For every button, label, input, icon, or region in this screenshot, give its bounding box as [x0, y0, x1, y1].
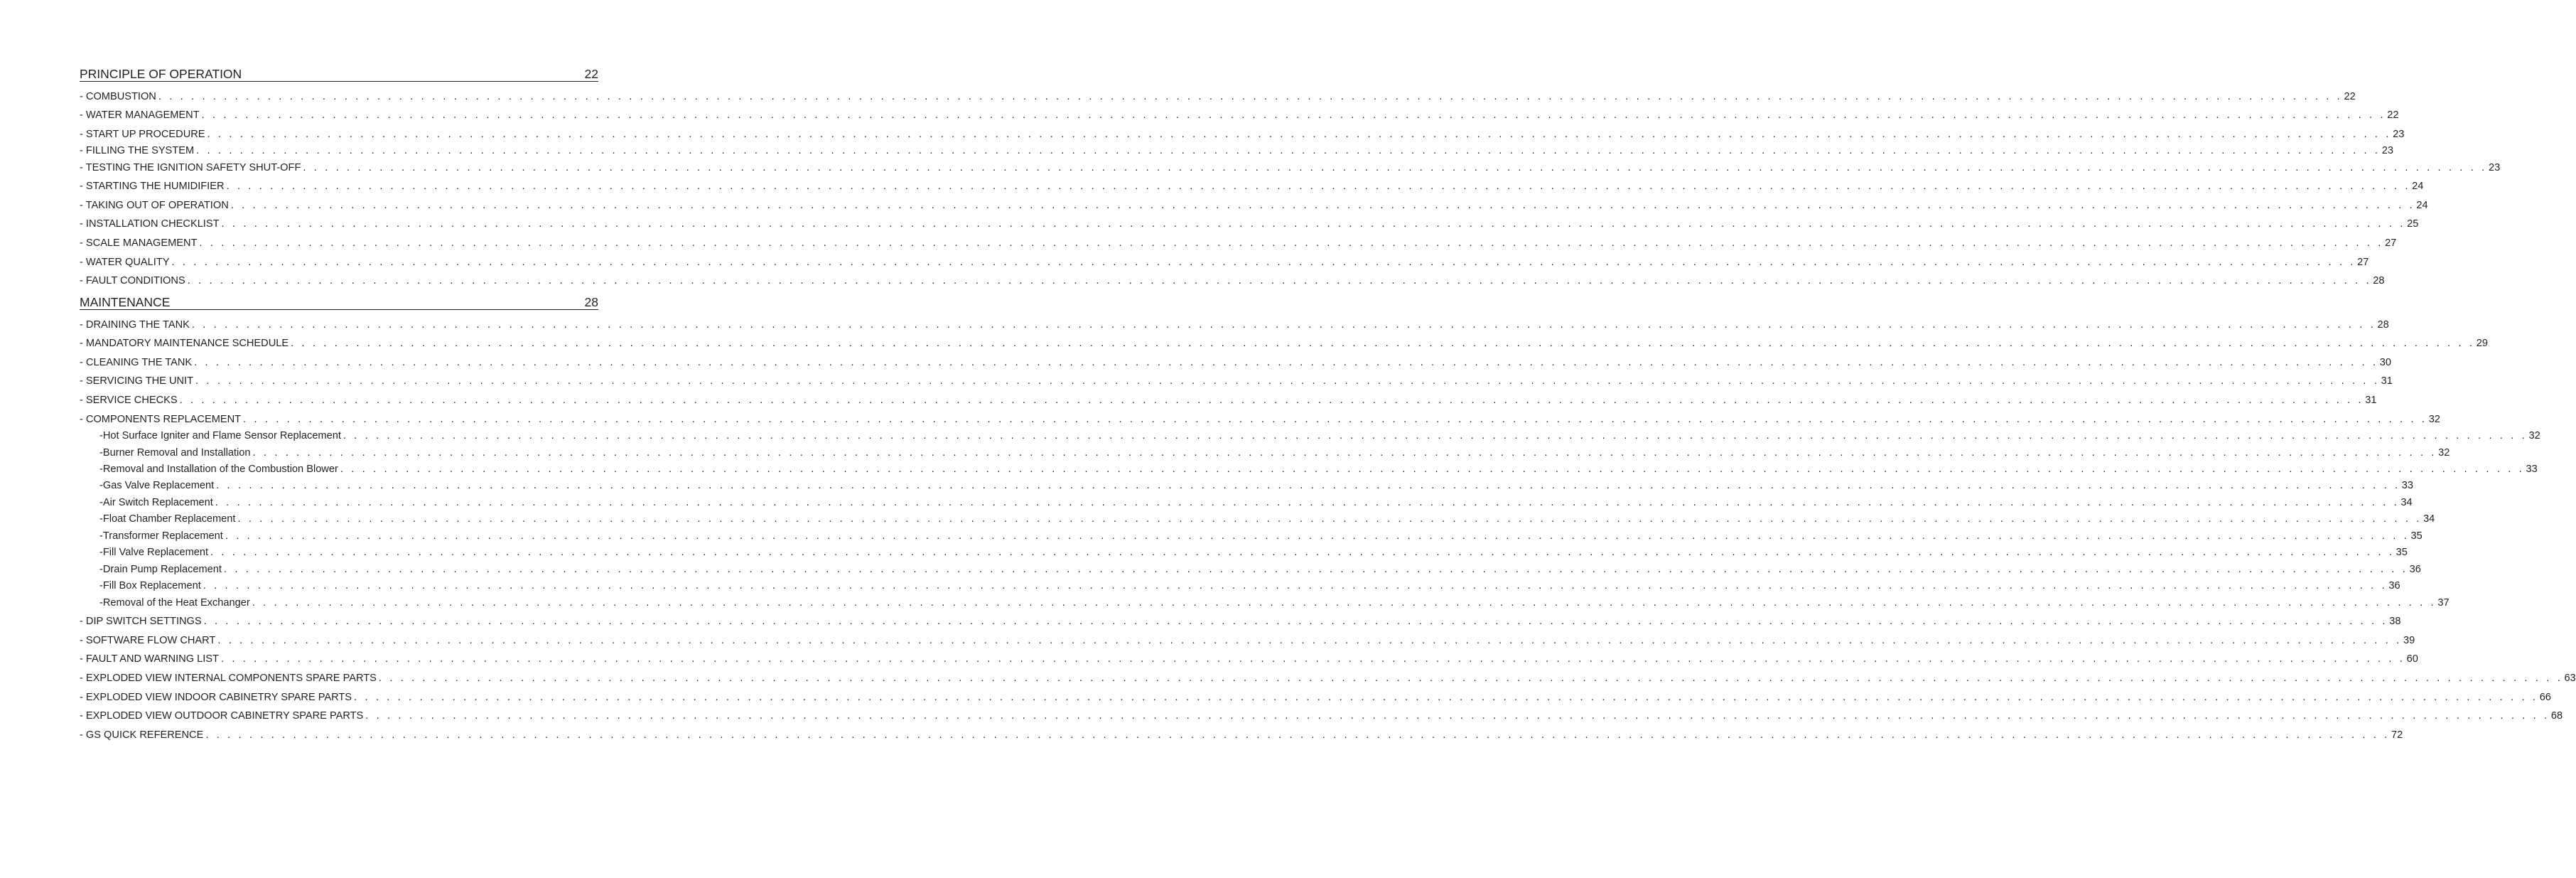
toc-entry[interactable]: [80, 670, 2576, 685]
dot-leader: . . . . . . . . . . . . . . . . . . . . . . . . . . . . . . . . . . . . . . . . . . . . . . . . . . . . . . . . . . . . . . . . . . . . . . . . . . . . . . . . . . . . . . . . . . . . . . . . . . . . . . . . . . . . . . . . . . . . . . . . . . . . . . . . . . . . . . . . . . . . . . . . . . . . . . . . . . . . . . . . . . . . . . . . . . . . . . . . . . . . . . . . . . . . . . . . . . . . . . . .: [252, 597, 2434, 609]
toc-subentry[interactable]: [99, 578, 2400, 592]
toc-entry-label: -Fill Box Replacement: [99, 580, 201, 591]
toc-entry-page-number: 36: [2388, 580, 2400, 591]
dot-leader: . . . . . . . . . . . . . . . . . . . . . . . . . . . . . . . . . . . . . . . . . . . . . . . . . . . . . . . . . . . . . . . . . . . . . . . . . . . . . . . . . . . . . . . . . . . . . . . . . . . . . . . . . . . . . . . . . . . . . . . . . . . . . . . . . . . . . . . . . . . . . . . . . . . . . . . . . . . . . . . . . . . . . . . . . . . . . . . . . . . . . . . . . . . . . . . . . . . . . . . .: [215, 497, 2397, 508]
toc-entry[interactable]: [80, 107, 2399, 122]
dot-leader: . . . . . . . . . . . . . . . . . . . . . . . . . . . . . . . . . . . . . . . . . . . . . . . . . . . . . . . . . . . . . . . . . . . . . . . . . . . . . . . . . . . . . . . . . . . . . . . . . . . . . . . . . . . . . . . . . . . . . . . . . . . . . . . . . . . . . . . . . . . . . . . . . . . . . . . . . . . . . . . . . . . . . . . . . . . . . . . . . . . . . . . . . . . . . . . . . . . . . . . .: [203, 616, 2386, 627]
toc-entry-page-number: 29: [2476, 338, 2488, 349]
dot-leader: . . . . . . . . . . . . . . . . . . . . . . . . . . . . . . . . . . . . . . . . . . . . . . . . . . . . . . . . . . . . . . . . . . . . . . . . . . . . . . . . . . . . . . . . . . . . . . . . . . . . . . . . . . . . . . . . . . . . . . . . . . . . . . . . . . . . . . . . . . . . . . . . . . . . . . . . . . . . . . . . . . . . . . . . . . . . . . . . . . . . . . . . . . . . . . . . . . . . . . . .: [216, 480, 2398, 491]
toc-entry-label: -Burner Removal and Installation: [99, 447, 251, 459]
dot-leader: . . . . . . . . . . . . . . . . . . . . . . . . . . . . . . . . . . . . . . . . . . . . . . . . . . . . . . . . . . . . . . . . . . . . . . . . . . . . . . . . . . . . . . . . . . . . . . . . . . . . . . . . . . . . . . . . . . . . . . . . . . . . . . . . . . . . . . . . . . . . . . . . . . . . . . . . . . . . . . . . . . . . . . . . . . . . . . . . . . . . . . . . . . . . . . . . . . . . . . . .: [191, 319, 2373, 331]
toc-entry-label: - COMPONENTS REPLACEMENT: [80, 414, 242, 425]
toc-entry-label: -Removal of the Heat Exchanger: [99, 597, 250, 609]
toc-entry-label: -Transformer Replacement: [99, 530, 223, 542]
dot-leader: . . . . . . . . . . . . . . . . . . . . . . . . . . . . . . . . . . . . . . . . . . . . . . . . . . . . . . . . . . . . . . . . . . . . . . . . . . . . . . . . . . . . . . . . . . . . . . . . . . . . . . . . . . . . . . . . . . . . . . . . . . . . . . . . . . . . . . . . . . . . . . . . . . . . . . . . . . . . . . . . . . . . . . . . . . . . . . . . . . . . . . . . . . . . . . . . . . . . . . . .: [179, 395, 2361, 406]
toc-entry-label: - EXPLODED VIEW INDOOR CABINETRY SPARE PARTS: [80, 692, 352, 703]
toc-entry-label: - EXPLODED VIEW OUTDOOR CABINETRY SPARE PARTS: [80, 710, 364, 722]
toc-entry-label: - SERVICE CHECKS: [80, 395, 178, 406]
toc-entry[interactable]: [80, 127, 2405, 141]
dot-leader: . . . . . . . . . . . . . . . . . . . . . . . . . . . . . . . . . . . . . . . . . . . . . . . . . . . . . . . . . . . . . . . . . . . . . . . . . . . . . . . . . . . . . . . . . . . . . . . . . . . . . . . . . . . . . . . . . . . . . . . . . . . . . . . . . . . . . . . . . . . . . . . . . . . . . . . . . . . . . . . . . . . . . . . . . . . . . . . . . . . . . . . . . . . . . . . . . . . . . . . .: [365, 710, 2548, 722]
toc-subentry[interactable]: [99, 461, 2538, 476]
toc-entry-label: -Drain Pump Replacement: [99, 564, 222, 575]
toc-entry-page-number: 66: [2539, 692, 2551, 703]
toc-entry-label: - SERVICING THE UNIT: [80, 375, 194, 387]
toc-entry-page-number: 33: [2401, 480, 2414, 491]
toc-subentry[interactable]: [99, 445, 2450, 459]
toc-entry[interactable]: [80, 633, 2415, 647]
toc-entry-label: -Air Switch Replacement: [99, 497, 213, 508]
toc-entry-page-number: 30: [2379, 357, 2392, 368]
toc-entry-page-number: 27: [2385, 237, 2397, 249]
dot-leader: . . . . . . . . . . . . . . . . . . . . . . . . . . . . . . . . . . . . . . . . . . . . . . . . . . . . . . . . . . . . . . . . . . . . . . . . . . . . . . . . . . . . . . . . . . . . . . . . . . . . . . . . . . . . . . . . . . . . . . . . . . . . . . . . . . . . . . . . . . . . . . . . . . . . . . . . . . . . . . . . . . . . . . . . . . . . . . . . . . . . . . . . . . . . . . . . . . . . . . . .: [354, 692, 2535, 703]
toc-entry-page-number: 38: [2389, 616, 2401, 627]
dot-leader: . . . . . . . . . . . . . . . . . . . . . . . . . . . . . . . . . . . . . . . . . . . . . . . . . . . . . . . . . . . . . . . . . . . . . . . . . . . . . . . . . . . . . . . . . . . . . . . . . . . . . . . . . . . . . . . . . . . . . . . . . . . . . . . . . . . . . . . . . . . . . . . . . . . . . . . . . . . . . . . . . . . . . . . . . . . . . . . . . . . . . . . . . . . . . . . . . . . . . . . .: [194, 357, 2376, 368]
toc-entry-label: - DIP SWITCH SETTINGS: [80, 616, 202, 627]
toc-entry[interactable]: [80, 373, 2393, 387]
toc-entry-label: -Hot Surface Igniter and Flame Sensor Replacement: [99, 430, 341, 441]
dot-leader: . . . . . . . . . . . . . . . . . . . . . . . . . . . . . . . . . . . . . . . . . . . . . . . . . . . . . . . . . . . . . . . . . . . . . . . . . . . . . . . . . . . . . . . . . . . . . . . . . . . . . . . . . . . . . . . . . . . . . . . . . . . . . . . . . . . . . . . . . . . . . . . . . . . . . . . . . . . . . . . . . . . . . . . . . . . . . . . . . . . . . . . . . . . . . . . . . . . . . . . .: [203, 580, 2385, 591]
toc-entry[interactable]: [80, 178, 2424, 193]
toc-entry[interactable]: [80, 89, 2356, 103]
toc-entry[interactable]: [80, 143, 2393, 157]
toc-entry-page-number: 60: [2406, 653, 2418, 665]
dot-leader: . . . . . . . . . . . . . . . . . . . . . . . . . . . . . . . . . . . . . . . . . . . . . . . . . . . . . . . . . . . . . . . . . . . . . . . . . . . . . . . . . . . . . . . . . . . . . . . . . . . . . . . . . . . . . . . . . . . . . . . . . . . . . . . . . . . . . . . . . . . . . . . . . . . . . . . . . . . . . . . . . . . . . . . . . . . . . . . . . . . . . . . . . . . . . . . . . . . . . . . .: [303, 162, 2485, 173]
toc-subentry[interactable]: [99, 478, 2414, 492]
toc-entry-label: -Fill Valve Replacement: [99, 547, 209, 558]
toc-subentry[interactable]: [99, 562, 2421, 576]
toc-entry-label: - CLEANING THE TANK: [80, 357, 193, 368]
toc-entry-page-number: 37: [2437, 597, 2450, 609]
dot-leader: . . . . . . . . . . . . . . . . . . . . . . . . . . . . . . . . . . . . . . . . . . . . . . . . . . . . . . . . . . . . . . . . . . . . . . . . . . . . . . . . . . . . . . . . . . . . . . . . . . . . . . . . . . . . . . . . . . . . . . . . . . . . . . . . . . . . . . . . . . . . . . . . . . . . . . . . . . . . . . . . . . . . . . . . . . . . . . . . . . . . . . . . . . . . . . . . . . . . . . . .: [158, 91, 2340, 102]
toc-entry[interactable]: [80, 198, 2428, 212]
toc-entry[interactable]: [80, 412, 2440, 426]
toc-entry-label: - START UP PROCEDURE: [80, 129, 205, 140]
toc-entry[interactable]: [80, 727, 2403, 742]
toc-entry-page-number: 68: [2550, 710, 2563, 722]
toc-entry-page-number: 28: [2373, 275, 2385, 287]
toc-entry-label: - EXPLODED VIEW INTERNAL COMPONENTS SPARE PARTS: [80, 673, 377, 684]
section-title: PRINCIPLE OF OPERATION: [80, 67, 242, 81]
dot-leader: . . . . . . . . . . . . . . . . . . . . . . . . . . . . . . . . . . . . . . . . . . . . . . . . . . . . . . . . . . . . . . . . . . . . . . . . . . . . . . . . . . . . . . . . . . . . . . . . . . . . . . . . . . . . . . . . . . . . . . . . . . . . . . . . . . . . . . . . . . . . . . . . . . . . . . . . . . . . . . . . . . . . . . . . . . . . . . . . . . . . . . . . . . . . . . . . . . . . . . . .: [223, 564, 2405, 575]
toc-entry-page-number: 24: [2416, 200, 2428, 211]
dot-leader: . . . . . . . . . . . . . . . . . . . . . . . . . . . . . . . . . . . . . . . . . . . . . . . . . . . . . . . . . . . . . . . . . . . . . . . . . . . . . . . . . . . . . . . . . . . . . . . . . . . . . . . . . . . . . . . . . . . . . . . . . . . . . . . . . . . . . . . . . . . . . . . . . . . . . . . . . . . . . . . . . . . . . . . . . . . . . . . . . . . . . . . . . . . . . . . . . . . . . . . .: [252, 447, 2435, 459]
toc-entry-page-number: 34: [2423, 513, 2435, 525]
toc-entry-label: -Gas Valve Replacement: [99, 480, 215, 491]
toc-entry[interactable]: [80, 160, 2501, 174]
toc-entry-page-number: 22: [2387, 109, 2399, 121]
toc-entry-page-number: 22: [2344, 91, 2356, 102]
toc-entry[interactable]: [80, 336, 2488, 350]
dot-leader: . . . . . . . . . . . . . . . . . . . . . . . . . . . . . . . . . . . . . . . . . . . . . . . . . . . . . . . . . . . . . . . . . . . . . . . . . . . . . . . . . . . . . . . . . . . . . . . . . . . . . . . . . . . . . . . . . . . . . . . . . . . . . . . . . . . . . . . . . . . . . . . . . . . . . . . . . . . . . . . . . . . . . . . . . . . . . . . . . . . . . . . . . . . . . . . . . . . . . . . .: [220, 653, 2403, 665]
toc-subentry[interactable]: [99, 511, 2435, 525]
dot-leader: . . . . . . . . . . . . . . . . . . . . . . . . . . . . . . . . . . . . . . . . . . . . . . . . . . . . . . . . . . . . . . . . . . . . . . . . . . . . . . . . . . . . . . . . . . . . . . . . . . . . . . . . . . . . . . . . . . . . . . . . . . . . . . . . . . . . . . . . . . . . . . . . . . . . . . . . . . . . . . . . . . . . . . . . . . . . . . . . . . . . . . . . . . . . . . . . . . . . . . . .: [201, 109, 2383, 121]
toc-entry-page-number: 35: [2396, 547, 2408, 558]
toc-entry-label: - TAKING OUT OF OPERATION: [80, 200, 229, 211]
toc-entry-label: - COMBUSTION: [80, 91, 156, 102]
toc-subentry[interactable]: [99, 495, 2413, 509]
toc-entry-page-number: 72: [2391, 729, 2403, 741]
toc-entry-label: - INSTALLATION CHECKLIST: [80, 218, 220, 230]
dot-leader: . . . . . . . . . . . . . . . . . . . . . . . . . . . . . . . . . . . . . . . . . . . . . . . . . . . . . . . . . . . . . . . . . . . . . . . . . . . . . . . . . . . . . . . . . . . . . . . . . . . . . . . . . . . . . . . . . . . . . . . . . . . . . . . . . . . . . . . . . . . . . . . . . . . . . . . . . . . . . . . . . . . . . . . . . . . . . . . . . . . . . . . . . . . . . . . . . . . . . . . .: [199, 237, 2381, 249]
toc-entry-page-number: 32: [2528, 430, 2540, 441]
toc-subentry[interactable]: [99, 545, 2408, 559]
dot-leader: . . . . . . . . . . . . . . . . . . . . . . . . . . . . . . . . . . . . . . . . . . . . . . . . . . . . . . . . . . . . . . . . . . . . . . . . . . . . . . . . . . . . . . . . . . . . . . . . . . . . . . . . . . . . . . . . . . . . . . . . . . . . . . . . . . . . . . . . . . . . . . . . . . . . . . . . . . . . . . . . . . . . . . . . . . . . . . . . . . . . . . . . . . . . . . . . . . . . . . . .: [207, 129, 2389, 140]
dot-leader: . . . . . . . . . . . . . . . . . . . . . . . . . . . . . . . . . . . . . . . . . . . . . . . . . . . . . . . . . . . . . . . . . . . . . . . . . . . . . . . . . . . . . . . . . . . . . . . . . . . . . . . . . . . . . . . . . . . . . . . . . . . . . . . . . . . . . . . . . . . . . . . . . . . . . . . . . . . . . . . . . . . . . . . . . . . . . . . . . . . . . . . . . . . . . . . . . . . . . . . .: [230, 200, 2413, 211]
toc-entry-label: - SCALE MANAGEMENT: [80, 237, 198, 249]
toc-entry-page-number: 25: [2407, 218, 2419, 230]
toc-entry-label: - MANDATORY MAINTENANCE SCHEDULE: [80, 338, 289, 349]
toc-entry[interactable]: [80, 614, 2401, 628]
toc-entry-page-number: 63: [2564, 673, 2576, 684]
dot-leader: . . . . . . . . . . . . . . . . . . . . . . . . . . . . . . . . . . . . . . . . . . . . . . . . . . . . . . . . . . . . . . . . . . . . . . . . . . . . . . . . . . . . . . . . . . . . . . . . . . . . . . . . . . . . . . . . . . . . . . . . . . . . . . . . . . . . . . . . . . . . . . . . . . . . . . . . . . . . . . . . . . . . . . . . . . . . . . . . . . . . . . . . . . . . . . . . . . . . . . . .: [205, 729, 2388, 741]
toc-subentry[interactable]: [99, 595, 2450, 609]
toc-entry[interactable]: [80, 708, 2563, 722]
section-page-number: 22: [584, 67, 598, 81]
dot-leader: . . . . . . . . . . . . . . . . . . . . . . . . . . . . . . . . . . . . . . . . . . . . . . . . . . . . . . . . . . . . . . . . . . . . . . . . . . . . . . . . . . . . . . . . . . . . . . . . . . . . . . . . . . . . . . . . . . . . . . . . . . . . . . . . . . . . . . . . . . . . . . . . . . . . . . . . . . . . . . . . . . . . . . . . . . . . . . . . . . . . . . . . . . . . . . . . . . . . . . . .: [187, 275, 2369, 287]
toc-subentry[interactable]: [99, 428, 2540, 442]
toc-entry-page-number: 23: [2393, 129, 2405, 140]
toc-entry-page-number: 33: [2526, 464, 2538, 475]
dot-leader: . . . . . . . . . . . . . . . . . . . . . . . . . . . . . . . . . . . . . . . . . . . . . . . . . . . . . . . . . . . . . . . . . . . . . . . . . . . . . . . . . . . . . . . . . . . . . . . . . . . . . . . . . . . . . . . . . . . . . . . . . . . . . . . . . . . . . . . . . . . . . . . . . . . . . . . . . . . . . . . . . . . . . . . . . . . . . . . . . . . . . . . . . . . . . . . . . . . . . . . .: [243, 414, 2425, 425]
dot-leader: . . . . . . . . . . . . . . . . . . . . . . . . . . . . . . . . . . . . . . . . . . . . . . . . . . . . . . . . . . . . . . . . . . . . . . . . . . . . . . . . . . . . . . . . . . . . . . . . . . . . . . . . . . . . . . . . . . . . . . . . . . . . . . . . . . . . . . . . . . . . . . . . . . . . . . . . . . . . . . . . . . . . . . . . . . . . . . . . . . . . . . . . . . . . . . . . . . . . . . . .: [210, 547, 2392, 558]
section-heading: [80, 294, 598, 310]
toc-entry-page-number: 28: [2377, 319, 2389, 331]
dot-leader: . . . . . . . . . . . . . . . . . . . . . . . . . . . . . . . . . . . . . . . . . . . . . . . . . . . . . . . . . . . . . . . . . . . . . . . . . . . . . . . . . . . . . . . . . . . . . . . . . . . . . . . . . . . . . . . . . . . . . . . . . . . . . . . . . . . . . . . . . . . . . . . . . . . . . . . . . . . . . . . . . . . . . . . . . . . . . . . . . . . . . . . . . . . . . . . . . . . . . . . .: [226, 181, 2408, 192]
dot-leader: . . . . . . . . . . . . . . . . . . . . . . . . . . . . . . . . . . . . . . . . . . . . . . . . . . . . . . . . . . . . . . . . . . . . . . . . . . . . . . . . . . . . . . . . . . . . . . . . . . . . . . . . . . . . . . . . . . . . . . . . . . . . . . . . . . . . . . . . . . . . . . . . . . . . . . . . . . . . . . . . . . . . . . . . . . . . . . . . . . . . . . . . . . . . . . . . . . . . . . . .: [237, 513, 2420, 525]
dot-leader: . . . . . . . . . . . . . . . . . . . . . . . . . . . . . . . . . . . . . . . . . . . . . . . . . . . . . . . . . . . . . . . . . . . . . . . . . . . . . . . . . . . . . . . . . . . . . . . . . . . . . . . . . . . . . . . . . . . . . . . . . . . . . . . . . . . . . . . . . . . . . . . . . . . . . . . . . . . . . . . . . . . . . . . . . . . . . . . . . . . . . . . . . . . . . . . . . . . . . . . .: [291, 338, 2472, 349]
toc-entry-label: - WATER MANAGEMENT: [80, 109, 200, 121]
toc-entry[interactable]: [80, 690, 2551, 704]
section-title: MAINTENANCE: [80, 295, 171, 309]
dot-leader: . . . . . . . . . . . . . . . . . . . . . . . . . . . . . . . . . . . . . . . . . . . . . . . . . . . . . . . . . . . . . . . . . . . . . . . . . . . . . . . . . . . . . . . . . . . . . . . . . . . . . . . . . . . . . . . . . . . . . . . . . . . . . . . . . . . . . . . . . . . . . . . . . . . . . . . . . . . . . . . . . . . . . . . . . . . . . . . . . . . . . . . . . . . . . . . . . . . . . . . .: [225, 530, 2407, 542]
toc-entry-page-number: 34: [2400, 497, 2413, 508]
dot-leader: . . . . . . . . . . . . . . . . . . . . . . . . . . . . . . . . . . . . . . . . . . . . . . . . . . . . . . . . . . . . . . . . . . . . . . . . . . . . . . . . . . . . . . . . . . . . . . . . . . . . . . . . . . . . . . . . . . . . . . . . . . . . . . . . . . . . . . . . . . . . . . . . . . . . . . . . . . . . . . . . . . . . . . . . . . . . . . . . . . . . . . . . . . . . . . . . . . . . . . . .: [378, 673, 2560, 684]
dot-leader: . . . . . . . . . . . . . . . . . . . . . . . . . . . . . . . . . . . . . . . . . . . . . . . . . . . . . . . . . . . . . . . . . . . . . . . . . . . . . . . . . . . . . . . . . . . . . . . . . . . . . . . . . . . . . . . . . . . . . . . . . . . . . . . . . . . . . . . . . . . . . . . . . . . . . . . . . . . . . . . . . . . . . . . . . . . . . . . . . . . . . . . . . . . . . . . . . . . . . . . .: [196, 145, 2378, 156]
toc-entry[interactable]: [80, 235, 2397, 250]
toc-entry-page-number: 35: [2410, 530, 2423, 542]
toc-entry[interactable]: [80, 255, 2369, 269]
toc-entry[interactable]: [80, 216, 2419, 230]
toc-entry-page-number: 31: [2365, 395, 2377, 406]
dot-leader: . . . . . . . . . . . . . . . . . . . . . . . . . . . . . . . . . . . . . . . . . . . . . . . . . . . . . . . . . . . . . . . . . . . . . . . . . . . . . . . . . . . . . . . . . . . . . . . . . . . . . . . . . . . . . . . . . . . . . . . . . . . . . . . . . . . . . . . . . . . . . . . . . . . . . . . . . . . . . . . . . . . . . . . . . . . . . . . . . . . . . . . . . . . . . . . . . . . . . . . .: [195, 375, 2377, 387]
toc-entry[interactable]: [80, 273, 2385, 287]
toc-entry-page-number: 23: [2381, 145, 2393, 156]
toc-entry-label: - FILLING THE SYSTEM: [80, 145, 195, 156]
toc-subentry[interactable]: [99, 528, 2423, 542]
toc-entry-page-number: 32: [2438, 447, 2450, 459]
toc-entry[interactable]: [80, 392, 2377, 407]
toc-entry[interactable]: [80, 355, 2392, 369]
dot-leader: . . . . . . . . . . . . . . . . . . . . . . . . . . . . . . . . . . . . . . . . . . . . . . . . . . . . . . . . . . . . . . . . . . . . . . . . . . . . . . . . . . . . . . . . . . . . . . . . . . . . . . . . . . . . . . . . . . . . . . . . . . . . . . . . . . . . . . . . . . . . . . . . . . . . . . . . . . . . . . . . . . . . . . . . . . . . . . . . . . . . . . . . . . . . . . . . . . . . . . . .: [171, 257, 2354, 268]
toc-entry-label: - STARTING THE HUMIDIFIER: [80, 181, 225, 192]
toc-entry-page-number: 31: [2381, 375, 2393, 387]
dot-leader: . . . . . . . . . . . . . . . . . . . . . . . . . . . . . . . . . . . . . . . . . . . . . . . . . . . . . . . . . . . . . . . . . . . . . . . . . . . . . . . . . . . . . . . . . . . . . . . . . . . . . . . . . . . . . . . . . . . . . . . . . . . . . . . . . . . . . . . . . . . . . . . . . . . . . . . . . . . . . . . . . . . . . . . . . . . . . . . . . . . . . . . . . . . . . . . . . . . . . . . .: [221, 218, 2403, 230]
toc-entry-page-number: 39: [2403, 635, 2415, 646]
toc-entry-page-number: 27: [2357, 257, 2369, 268]
toc-entry-label: -Removal and Installation of the Combustion Blower: [99, 464, 338, 475]
toc-entry[interactable]: [80, 317, 2389, 331]
toc-entry-label: - WATER QUALITY: [80, 257, 170, 268]
toc-entry-label: - FAULT AND WARNING LIST: [80, 653, 219, 665]
dot-leader: . . . . . . . . . . . . . . . . . . . . . . . . . . . . . . . . . . . . . . . . . . . . . . . . . . . . . . . . . . . . . . . . . . . . . . . . . . . . . . . . . . . . . . . . . . . . . . . . . . . . . . . . . . . . . . . . . . . . . . . . . . . . . . . . . . . . . . . . . . . . . . . . . . . . . . . . . . . . . . . . . . . . . . . . . . . . . . . . . . . . . . . . . . . . . . . . . . . . . . . .: [340, 464, 2522, 475]
dot-leader: . . . . . . . . . . . . . . . . . . . . . . . . . . . . . . . . . . . . . . . . . . . . . . . . . . . . . . . . . . . . . . . . . . . . . . . . . . . . . . . . . . . . . . . . . . . . . . . . . . . . . . . . . . . . . . . . . . . . . . . . . . . . . . . . . . . . . . . . . . . . . . . . . . . . . . . . . . . . . . . . . . . . . . . . . . . . . . . . . . . . . . . . . . . . . . . . . . . . . . . .: [343, 430, 2525, 441]
section-page-number: 28: [584, 295, 598, 309]
toc-entry[interactable]: [80, 651, 2418, 665]
toc-entry-label: - DRAINING THE TANK: [80, 319, 190, 331]
toc-entry-label: - SOFTWARE FLOW CHART: [80, 635, 216, 646]
toc-entry-label: - FAULT CONDITIONS: [80, 275, 185, 287]
toc-entry-page-number: 32: [2428, 414, 2440, 425]
dot-leader: . . . . . . . . . . . . . . . . . . . . . . . . . . . . . . . . . . . . . . . . . . . . . . . . . . . . . . . . . . . . . . . . . . . . . . . . . . . . . . . . . . . . . . . . . . . . . . . . . . . . . . . . . . . . . . . . . . . . . . . . . . . . . . . . . . . . . . . . . . . . . . . . . . . . . . . . . . . . . . . . . . . . . . . . . . . . . . . . . . . . . . . . . . . . . . . . . . . . . . . .: [217, 635, 2400, 646]
section-heading: [80, 65, 598, 82]
toc-entry-page-number: 23: [2489, 162, 2501, 173]
toc-entry-page-number: 24: [2412, 181, 2424, 192]
toc-entry-label: - TESTING THE IGNITION SAFETY SHUT-OFF: [80, 162, 301, 173]
toc-entry-page-number: 36: [2409, 564, 2421, 575]
toc-entry-label: -Float Chamber Replacement: [99, 513, 236, 525]
toc-entry-label: - GS QUICK REFERENCE: [80, 729, 204, 741]
